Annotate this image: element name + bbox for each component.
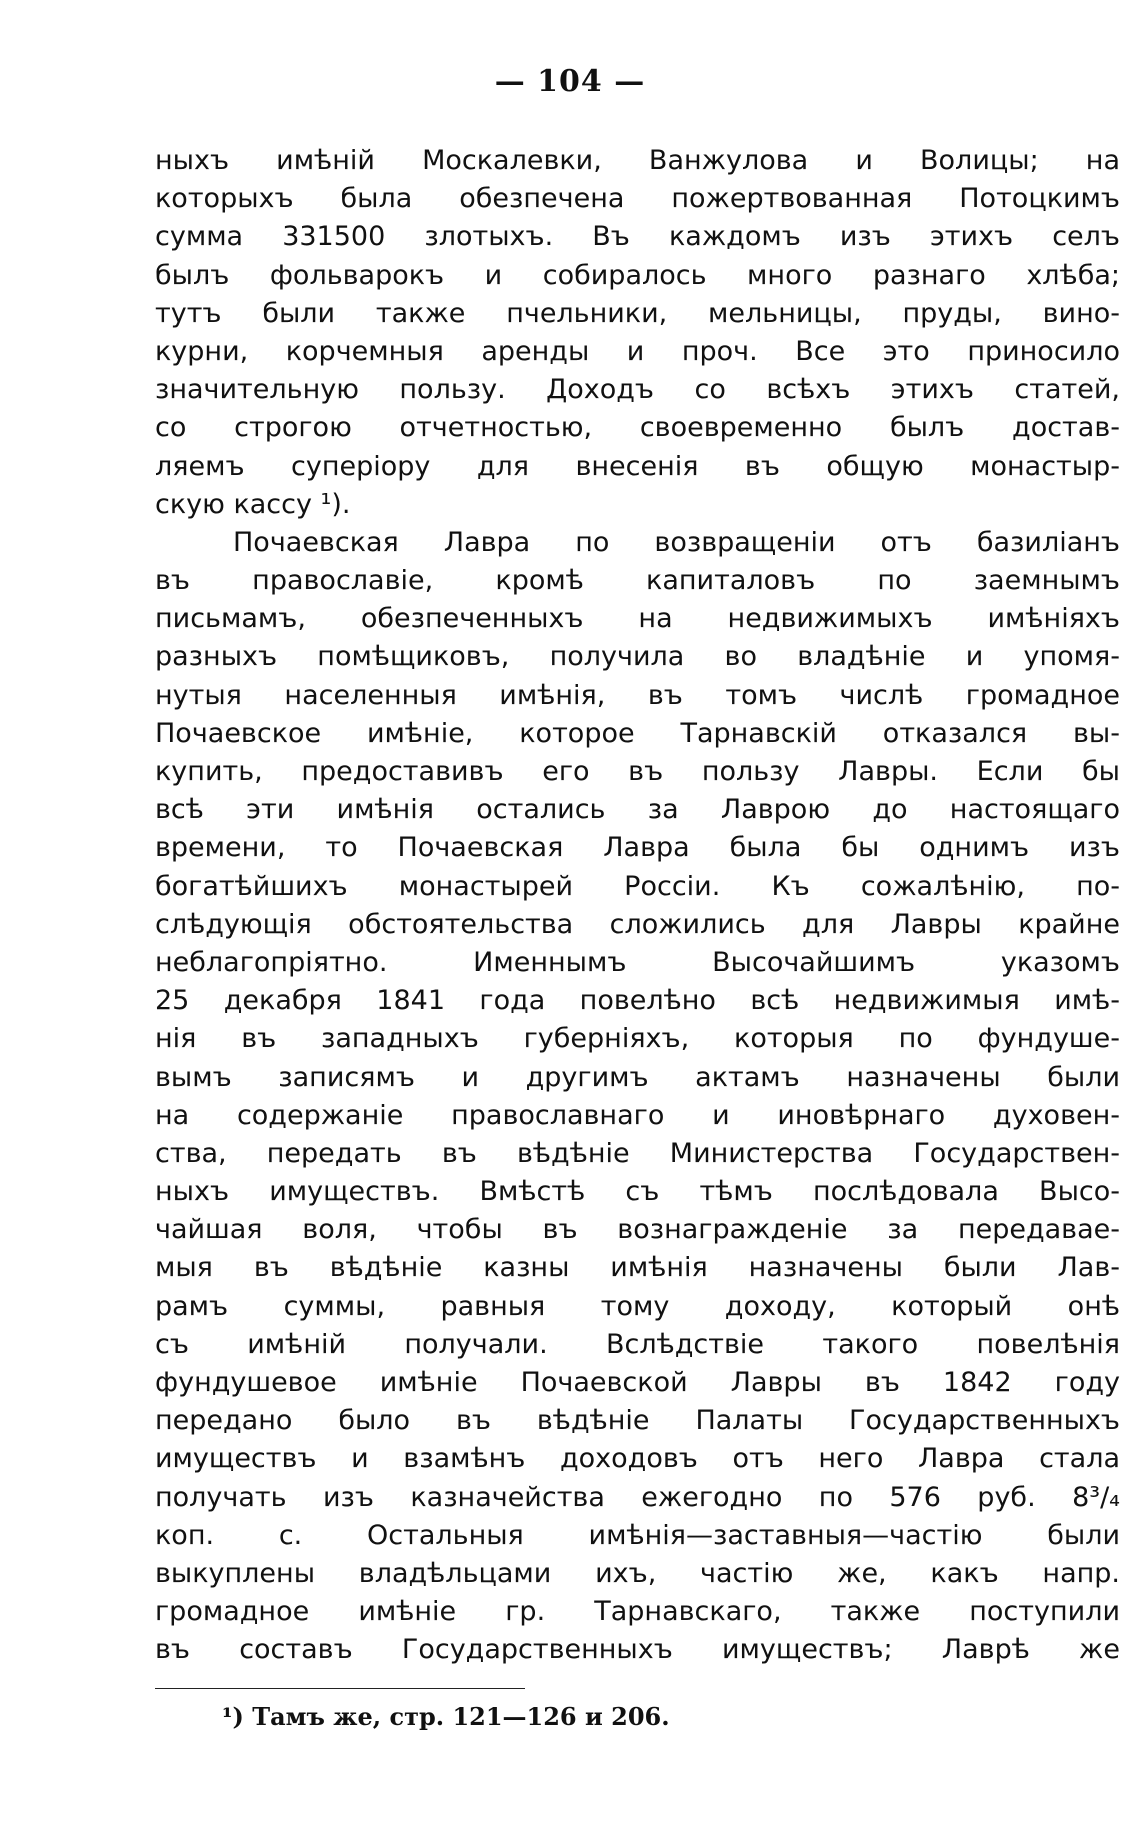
text-line: нутыя населенныя имѣнія, въ томъ числѣ громадное xyxy=(155,679,1120,711)
text-line: неблагопріятно. Именнымъ Высочайшимъ указомъ xyxy=(155,946,1120,978)
text-line: на содержаніе православнаго и иновѣрнаго духовен- xyxy=(155,1099,1120,1131)
text-line: курни, корчемныя аренды и проч. Все это приносило xyxy=(155,335,1120,367)
text-line: фундушевое имѣніе Почаевской Лавры въ 1842 году xyxy=(155,1367,1120,1398)
main-text xyxy=(155,142,1120,1670)
text-line: всѣ эти имѣнія остались за Лаврою до настоящаго xyxy=(155,794,1120,826)
text-line: времени, то Почаевская Лавра была бы однимъ изъ xyxy=(155,832,1120,864)
text-line: богатѣйшихъ монастырей Россіи. Къ сожалѣнію, по- xyxy=(155,870,1120,902)
text-line: рамъ суммы, равныя тому доходу, который онѣ xyxy=(155,1290,1120,1322)
page-number: — 104 — xyxy=(494,64,646,99)
text-line: громадное имѣніе гр. Тарнавскаго, также поступили xyxy=(155,1596,1120,1628)
text-line: мыя въ вѣдѣніе казны имѣнія назначены были Лав- xyxy=(155,1252,1120,1284)
text-line: ства, передать въ вѣдѣніе Министерства Государствен- xyxy=(155,1137,1120,1169)
text-line: разныхъ помѣщиковъ, получила во владѣніе и упомя- xyxy=(155,641,1120,673)
text-line: ныхъ имуществъ. Вмѣстѣ съ тѣмъ послѣдовала Высо- xyxy=(155,1176,1120,1208)
text-line: съ имѣній получали. Вслѣдствіе такого повелѣнія xyxy=(155,1328,1120,1360)
footnote-divider xyxy=(155,1688,525,1689)
text-line: которыхъ была обезпечена пожертвованная Потоцкимъ xyxy=(155,183,1120,215)
text-line: выкуплены владѣльцами ихъ, частію же, какъ напр. xyxy=(155,1557,1120,1589)
text-line: нія въ западныхъ губерніяхъ, которыя по фундуше- xyxy=(155,1023,1120,1055)
text-line: письмамъ, обезпеченныхъ на недвижимыхъ имѣніяхъ xyxy=(155,603,1120,635)
text-line: значительную пользу. Доходъ со всѣхъ этихъ статей, xyxy=(155,374,1120,406)
text-line: получать изъ казначейства ежегодно по 576 руб. 8³/₄ xyxy=(155,1481,1120,1513)
text-line: въ составъ Государственныхъ имуществъ; Лаврѣ же xyxy=(155,1634,1120,1666)
text-line: былъ фольварокъ и собиралось много разнаго хлѣба; xyxy=(155,259,1120,291)
text-line: ныхъ имѣній Москалевки, Ванжулова и Волицы; на xyxy=(155,145,1120,176)
text-line: Почаевское имѣніе, которое Тарнавскій отказался вы- xyxy=(155,717,1120,749)
text-line: сумма 331500 злотыхъ. Въ каждомъ изъ этихъ селъ xyxy=(155,221,1120,253)
text-line: коп. с. Остальныя имѣнія—заставныя—частію были xyxy=(155,1519,1120,1551)
text-line: 25 декабря 1841 года повелѣно всѣ недвижимыя имѣ- xyxy=(155,985,1120,1017)
text-line: Почаевская Лавра по возвращеніи отъ базиліанъ xyxy=(233,526,1120,558)
text-line: чайшая воля, чтобы въ вознагражденіе за передавае- xyxy=(155,1214,1120,1246)
text-line: со строгою отчетностью, своевременно былъ достав- xyxy=(155,412,1120,444)
text-line: скую кассу ¹). xyxy=(155,488,351,520)
footnote: ¹) Тамъ же, стр. 121—126 и 206. xyxy=(222,1702,670,1731)
text-line: купить, предоставивъ его въ пользу Лавры. Если бы xyxy=(155,756,1120,787)
text-line: ляемъ суперіору для внесенія въ общую монастыр- xyxy=(155,450,1120,482)
text-line: вымъ записямъ и другимъ актамъ назначены были xyxy=(155,1061,1120,1093)
text-line: передано было въ вѣдѣніе Палаты Государственныхъ xyxy=(155,1405,1120,1437)
text-line: имуществъ и взамѣнъ доходовъ отъ него Лавра стала xyxy=(155,1443,1120,1475)
text-line: тутъ были также пчельники, мельницы, пруды, вино- xyxy=(155,297,1120,329)
text-line: слѣдующія обстоятельства сложились для Лавры крайне xyxy=(155,908,1120,940)
text-line: въ православіе, кромѣ капиталовъ по заемнымъ xyxy=(155,565,1120,597)
